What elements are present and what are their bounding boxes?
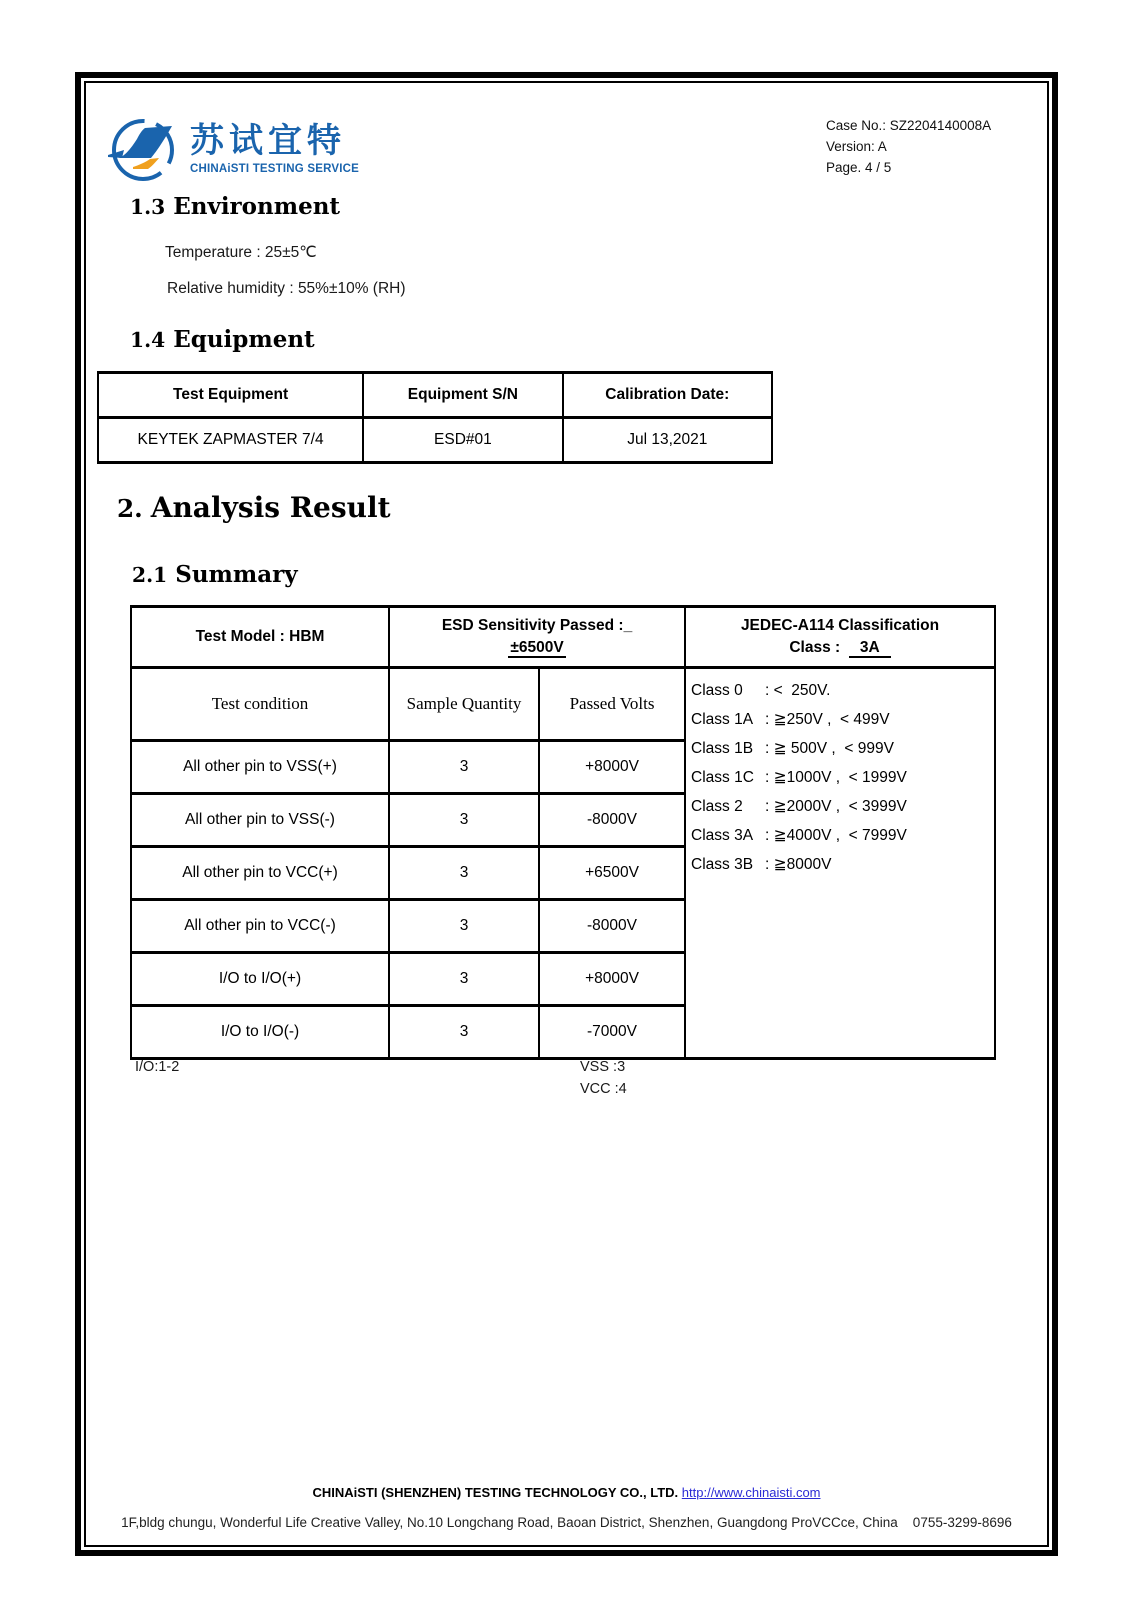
- esd-sensitivity-cell: [389, 607, 685, 668]
- section-title: Environment: [173, 193, 341, 220]
- section-number: 2.1: [132, 563, 168, 587]
- sample-quantity-cell: 3: [389, 900, 539, 953]
- col-header-test-condition: Test condition: [131, 668, 389, 741]
- summary-subheader-row: [131, 668, 995, 741]
- jedec-class-line: Class 3A : ≧4000V , < 7999V: [691, 827, 907, 844]
- equipment-table: [97, 371, 773, 464]
- esd-sensitivity-label: ESD Sensitivity Passed :_: [441, 616, 633, 634]
- case-number: Case No.: SZ2204140008A: [826, 118, 992, 133]
- passed-volts-cell: +8000V: [539, 741, 685, 794]
- col-header-passed-volts: Passed Volts: [539, 668, 685, 741]
- section-number: 1.4: [130, 328, 166, 352]
- summary-header-row: [131, 607, 995, 668]
- sample-quantity-cell: 3: [389, 741, 539, 794]
- jedec-header-cell: [685, 607, 995, 668]
- section-title: Equipment: [173, 326, 315, 353]
- equipment-header-row: [98, 373, 772, 418]
- page-number: Page. 4 / 5: [826, 159, 892, 175]
- note-io-pins: I/O:1-2: [135, 1059, 180, 1075]
- jedec-title: JEDEC-A114 Classification: [740, 616, 940, 634]
- company-name-en: CHINAiSTI TESTING SERVICE: [190, 162, 360, 175]
- company-logo-text: [190, 123, 359, 174]
- esd-sensitivity-value: ±6500V: [510, 639, 564, 656]
- jedec-class-line: Class 2 : ≧2000V , < 3999V: [691, 798, 907, 815]
- jedec-class-line: Class 3B : ≧8000V: [691, 856, 832, 873]
- test-model-cell: Test Model : HBM: [131, 607, 389, 668]
- section-number: 1.3: [130, 195, 166, 219]
- equipment-date-cell: Jul 13,2021: [563, 418, 772, 463]
- footer-company-line: [86, 1485, 1047, 1500]
- test-condition-cell: I/O to I/O(-): [131, 1006, 389, 1059]
- passed-volts-cell: +6500V: [539, 847, 685, 900]
- test-condition-cell: All other pin to VCC(+): [131, 847, 389, 900]
- section-equipment-heading: [130, 326, 315, 353]
- footer-company-name: CHINAiSTI (SHENZHEN) TESTING TECHNOLOGY CO., LTD.: [312, 1485, 679, 1500]
- case-info: [826, 116, 991, 179]
- company-name-cn: 苏试宜特: [190, 122, 346, 161]
- test-condition-cell: All other pin to VCC(-): [131, 900, 389, 953]
- humidity-line: Relative humidity : 55%±10% (RH): [167, 280, 406, 297]
- company-logo-icon: [106, 111, 182, 187]
- section-analysis-heading: [117, 491, 391, 524]
- section-summary-heading: [132, 561, 298, 588]
- jedec-class-line: Class 1B : ≧ 500V , < 999V: [691, 740, 894, 757]
- col-header-test-equipment: Test Equipment: [98, 373, 363, 418]
- jedec-class-label: Class :: [789, 639, 841, 656]
- sample-quantity-cell: 3: [389, 1006, 539, 1059]
- equipment-row: [98, 418, 772, 463]
- equipment-sn-cell: ESD#01: [363, 418, 562, 463]
- section-title: Summary: [175, 561, 298, 588]
- company-website-link[interactable]: http://www.chinaisti.com: [681, 1485, 821, 1500]
- col-header-sample-quantity: Sample Quantity: [389, 668, 539, 741]
- section-number: 2.: [117, 494, 143, 523]
- page-border-frame: [75, 72, 1058, 1556]
- test-condition-cell: I/O to I/O(+): [131, 953, 389, 1006]
- test-condition-cell: All other pin to VSS(+): [131, 741, 389, 794]
- sample-quantity-cell: 3: [389, 794, 539, 847]
- note-vss-pin: VSS :3: [580, 1059, 626, 1075]
- note-vcc-pin: VCC :4: [580, 1081, 627, 1097]
- section-environment-heading: [130, 193, 340, 220]
- page-inner-frame: [84, 81, 1049, 1547]
- col-header-equipment-sn: Equipment S/N: [363, 373, 562, 418]
- jedec-class-line: Class 1A : ≧250V , < 499V: [691, 711, 890, 728]
- footer-address-line: 1F,bldg chungu, Wonderful Life Creative Valley, No.10 Longchang Road, Baoan District, Shenzhen, Guangdong ProVCCce, China 0755-3299-8696: [121, 1515, 1012, 1530]
- company-logo: [106, 111, 359, 187]
- version: Version: A: [826, 138, 887, 154]
- temperature-line: Temperature : 25±5℃: [165, 244, 317, 261]
- sample-quantity-cell: 3: [389, 847, 539, 900]
- passed-volts-cell: -8000V: [539, 900, 685, 953]
- passed-volts-cell: -8000V: [539, 794, 685, 847]
- jedec-class-value: 3A: [849, 639, 891, 658]
- jedec-class-line: Class 0 : < 250V.: [691, 682, 831, 699]
- passed-volts-cell: -7000V: [539, 1006, 685, 1059]
- col-header-calibration-date: Calibration Date:: [563, 373, 772, 418]
- equipment-name-cell: KEYTEK ZAPMASTER 7/4: [98, 418, 363, 463]
- jedec-class-line: Class 1C : ≧1000V , < 1999V: [691, 769, 907, 786]
- passed-volts-cell: +8000V: [539, 953, 685, 1006]
- summary-table: [130, 605, 996, 1060]
- section-title: Analysis Result: [150, 491, 391, 524]
- test-condition-cell: All other pin to VSS(-): [131, 794, 389, 847]
- sample-quantity-cell: 3: [389, 953, 539, 1006]
- jedec-classes-cell: [685, 668, 995, 1059]
